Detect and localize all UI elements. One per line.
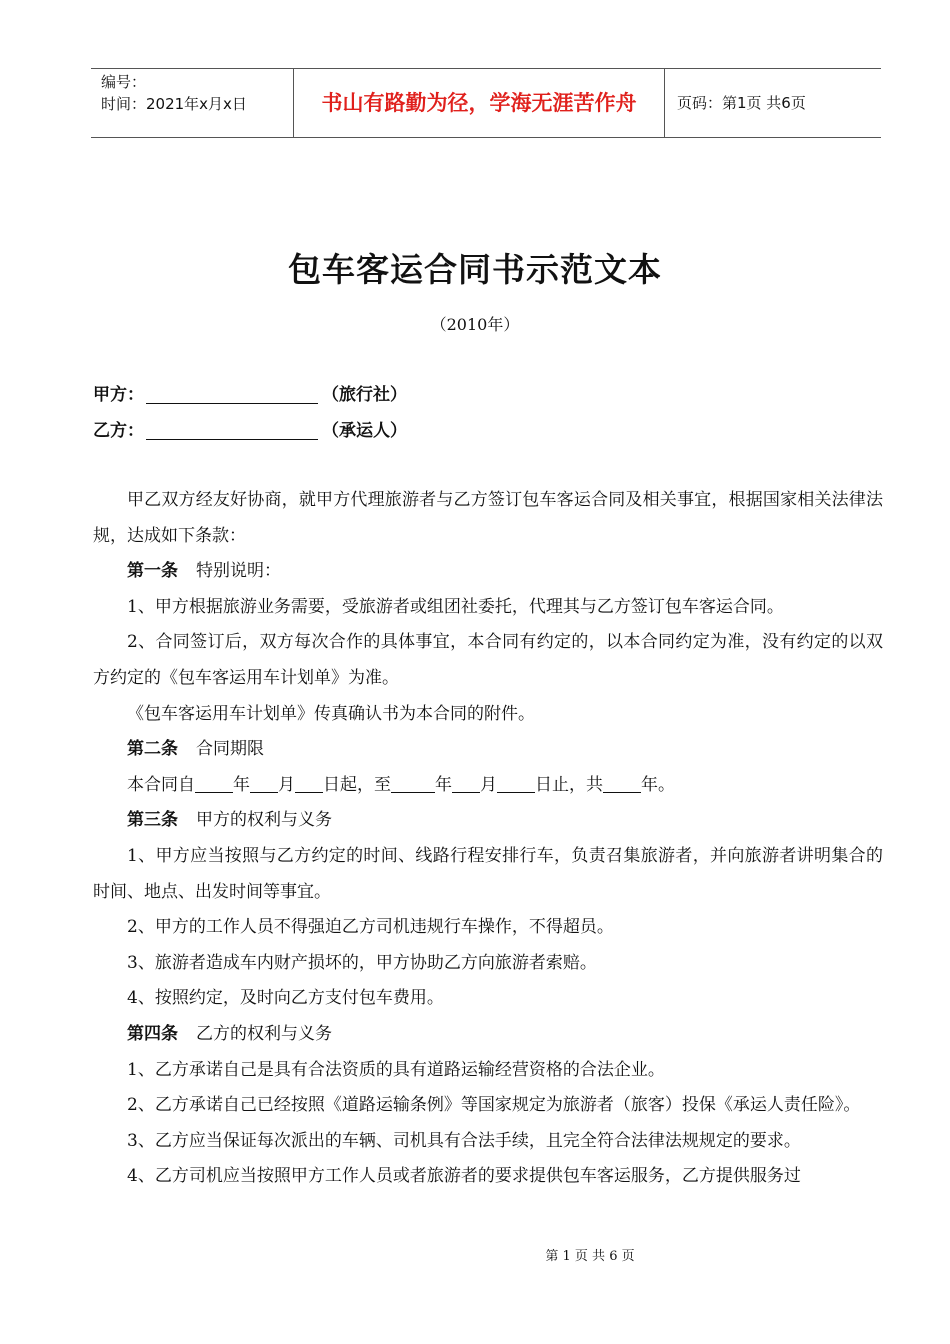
- article-1-item: 2、合同签订后，双方每次合作的具体事宜，本合同有约定的，以本合同约定为准，没有约定的以双方约定的《包车客运用车计划单》为准。: [93, 632, 883, 688]
- header-motto: 书山有路勤为径，学海无涯苦作舟: [293, 69, 665, 137]
- party-a-line: [93, 380, 407, 405]
- party-a-suffix: （旅行社）: [322, 385, 407, 405]
- article-1-heading: 第一条 特别说明：: [127, 561, 281, 582]
- term-start-month-blank[interactable]: [250, 776, 278, 793]
- header-page-number: 页码：第1页 共6页: [677, 94, 806, 112]
- party-b-line: [93, 416, 407, 441]
- header-meta: [91, 69, 293, 137]
- article-4-item: 4、乙方司机应当按照甲方工作人员或者旅游者的要求提供包车客运服务，乙方提供服务过: [127, 1166, 801, 1187]
- document-year: （2010年）: [430, 315, 520, 334]
- article-4-item: 1、乙方承诺自己是具有合法资质的具有道路运输经营资格的合法企业。: [127, 1059, 665, 1080]
- page-header: [91, 68, 881, 138]
- article-3-item: 2、甲方的工作人员不得强迫乙方司机违规行车操作，不得超员。: [127, 917, 614, 938]
- document-title: 包车客运合同书示范文本: [288, 250, 662, 289]
- party-a-blank[interactable]: [146, 385, 318, 404]
- term-start-year-blank[interactable]: [195, 776, 233, 793]
- article-1-item: 1、甲方根据旅游业务需要，受旅游者或组团社委托，代理其与乙方签订包车客运合同。: [127, 596, 784, 617]
- article-3-item: 3、旅游者造成车内财产损坏的，甲方协助乙方向旅游者索赔。: [127, 952, 597, 973]
- party-b-blank[interactable]: [146, 421, 318, 440]
- term-end-month-blank[interactable]: [452, 776, 480, 793]
- party-b-label: 乙方：: [93, 421, 144, 441]
- article-3-heading: 第三条 甲方的权利与义务: [127, 810, 332, 831]
- party-b-suffix: （承运人）: [322, 421, 407, 441]
- article-4-item: 3、乙方应当保证每次派出的车辆、司机具有合法手续，且完全符合法律法规规定的要求。: [127, 1130, 801, 1151]
- article-4-heading: 第四条 乙方的权利与义务: [127, 1023, 332, 1044]
- article-2-heading: 第二条 合同期限: [127, 739, 264, 760]
- page-footer: 第 1 页 共 6 页: [545, 1249, 635, 1264]
- article-3-item: 1、甲方应当按照与乙方约定的时间、线路行程安排行车，负责召集旅游者，并向旅游者讲明集合的时间、地点、出发时间等事宜。: [93, 845, 883, 902]
- article-1-item: 《包车客运用车计划单》传真确认书为本合同的附件。: [127, 703, 535, 724]
- document-number: 编号：: [101, 73, 147, 91]
- term-years-blank[interactable]: [603, 776, 641, 793]
- contract-body: [93, 483, 883, 1195]
- article-4-item: 2、乙方承诺自己已经按照《道路运输条例》等国家规定为旅游者（旅客）投保《承运人责任险》。: [127, 1095, 861, 1116]
- term-start-day-blank[interactable]: [295, 776, 323, 793]
- article-3-item: 4、按照约定，及时向乙方支付包车费用。: [127, 988, 444, 1009]
- document-time: 时间：2021年x月x日: [101, 95, 247, 113]
- intro-paragraph: 甲乙双方经友好协商，就甲方代理旅游者与乙方签订包车客运合同及相关事宜，根据国家相关法律法规，达成如下条款：: [93, 490, 883, 546]
- term-end-day-blank[interactable]: [497, 776, 535, 793]
- term-end-year-blank[interactable]: [391, 776, 435, 793]
- party-a-label: 甲方：: [93, 385, 144, 405]
- article-2-term: 本合同自 年 月 日起，至 年 月 日止，共 年。: [127, 774, 675, 795]
